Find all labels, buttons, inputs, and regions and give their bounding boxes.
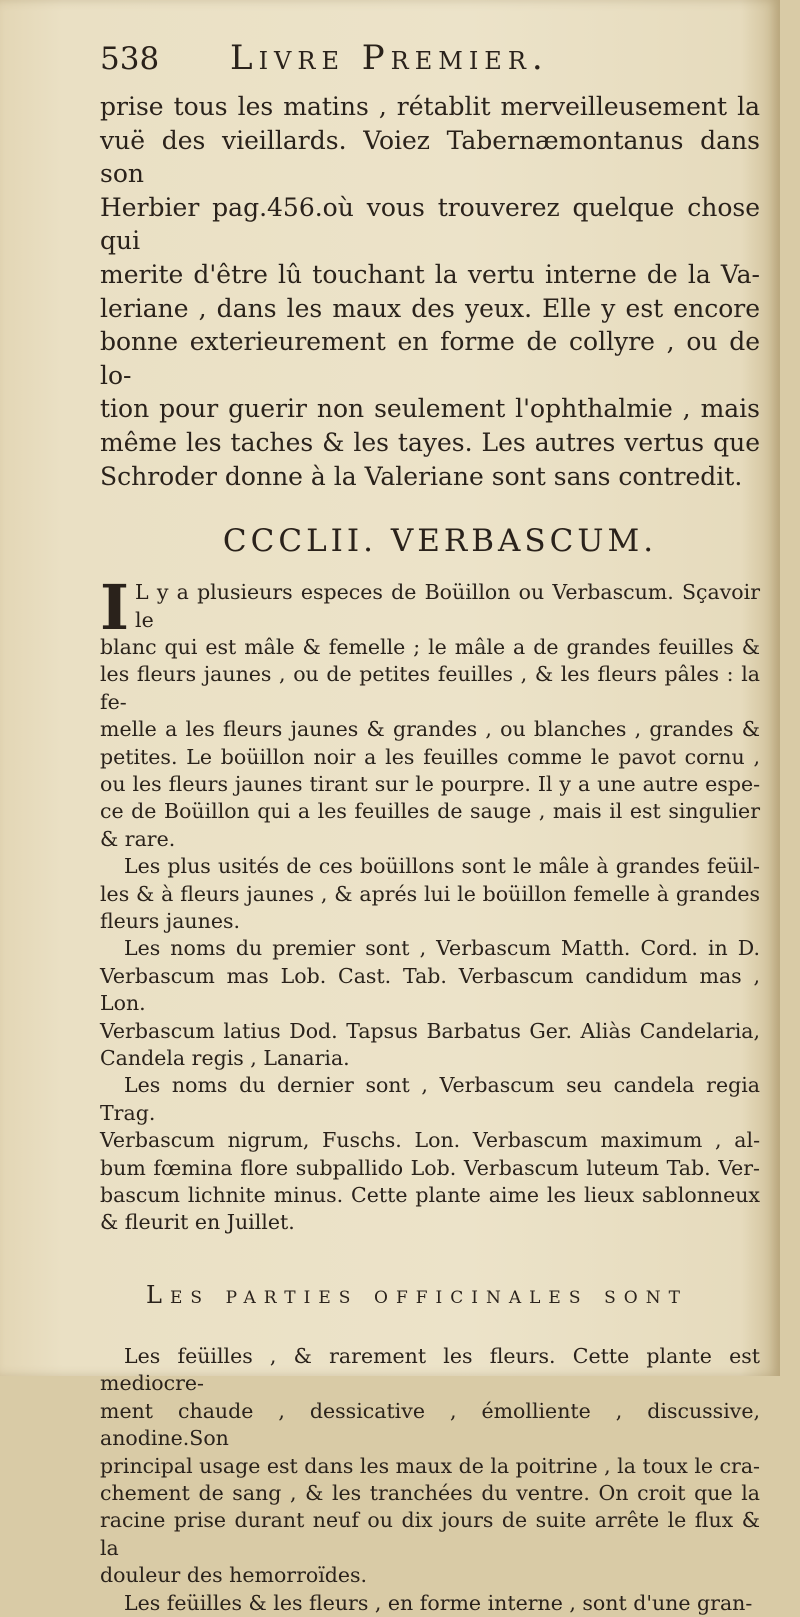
text-line: Les noms du dernier sont , Verbascum seu candela regia Trag. [100, 1073, 760, 1125]
text-line: Verbascum mas Lob. Cast. Tab. Verbascum candidum mas , Lon. [100, 963, 760, 1016]
text-line: leriane , dans les maux des yeux. Elle y est encore [100, 293, 760, 323]
text-line: ou les fleurs jaunes tirant sur le pourpre. Il y a une autre espe- [100, 771, 760, 796]
text-line: bonne exterieurement en forme de collyre , ou de lo- [100, 327, 760, 390]
paragraph-2 [100, 853, 760, 935]
top-paragraph [100, 90, 760, 493]
text-line: blanc qui est mâle & femelle ; le mâle a de grandes feuilles & [100, 634, 760, 659]
text-line: Verbascum latius Dod. Tapsus Barbatus Ger. Aliàs Candelaria, [100, 1018, 760, 1043]
page-content [100, 38, 760, 1617]
text-line: les fleurs jaunes , ou de petites feuilles , & les fleurs pâles : la fe- [100, 662, 760, 714]
text-line: & fleurit en Juillet. [100, 1210, 295, 1235]
text-line: vuë des vieillards. Voiez Tabernæmontanus dans son [100, 125, 760, 189]
paragraph-5 [100, 1343, 760, 1590]
subheading: Les parties officinales sont [146, 1280, 688, 1309]
text-line: L y a plusieurs especes de Boüillon ou Verbascum. Sçavoir le [135, 580, 760, 632]
text-line: Les noms du premier sont , Verbascum Matth. Cord. in D. [124, 936, 760, 961]
text-line: tion pour guerir non seulement l'ophthalmie , mais [100, 394, 760, 424]
text-line: douleur des hemorroïdes. [100, 1563, 368, 1588]
text-line: principal usage est dans les maux de la poitrine , la toux le cra- [100, 1453, 760, 1478]
text-line: les & à fleurs jaunes , & aprés lui le boüillon femelle à grandes [100, 881, 760, 906]
text-line: Les feüilles & les fleurs , en forme interne , sont d'une gran- [124, 1590, 753, 1615]
running-head [100, 38, 760, 90]
paragraph-1 [100, 571, 760, 853]
text-line: Les plus usités de ces boüillons sont le mâle à grandes feüil- [124, 854, 760, 879]
paragraph-4 [100, 1072, 760, 1236]
text-line: ment chaude , dessicative , émolliente , discussive, anodine.Son [100, 1398, 760, 1451]
text-line: merite d'être lû touchant la vertu interne de la Va- [100, 259, 760, 289]
section-title: CCCLII. VERBASCUM. [222, 523, 658, 560]
text-line: Verbascum nigrum, Fuschs. Lon. Verbascum maximum , al- [100, 1128, 760, 1153]
text-line: melle a les fleurs jaunes & grandes , ou blanches , grandes & [100, 717, 760, 742]
text-line: Schroder donne à la Valeriane sont sans contredit. [100, 461, 743, 491]
text-line: petites. Le boüillon noir a les feuilles comme le pavot cornu , [100, 744, 760, 769]
text-line: & rare. [100, 826, 176, 851]
drop-cap: I [100, 571, 130, 645]
text-line: prise tous les matins , rétablit merveilleusement la [100, 92, 760, 121]
text-line: ce de Boüillon qui a les feuilles de sauge , mais il est singulier [100, 799, 760, 824]
text-line: bascum lichnite minus. Cette plante aime les lieux sablonneux [100, 1183, 760, 1208]
paragraph-6 [100, 1590, 760, 1617]
paragraph-3 [100, 935, 760, 1072]
text-line: racine prise durant neuf ou dix jours de suite arrête le flux & la [100, 1508, 760, 1560]
text-line: même les taches & les tayes. Les autres vertus que [100, 427, 760, 457]
text-line: Candela regis , Lanaria. [100, 1046, 350, 1071]
running-title: Livre Premier. [230, 38, 549, 78]
page-number: 538 [100, 41, 160, 77]
text-line: Herbier pag.456.où vous trouverez quelque chose qui [100, 192, 760, 256]
text-line: fleurs jaunes. [100, 909, 240, 933]
text-line: chement de sang , & les tranchées du ventre. On croit que la [100, 1480, 760, 1505]
text-line: bum fœmina flore subpallido Lob. Verbascum luteum Tab. Ver- [100, 1155, 760, 1180]
text-line: Les feüilles , & rarement les fleurs. Cette plante est mediocre- [100, 1343, 760, 1396]
